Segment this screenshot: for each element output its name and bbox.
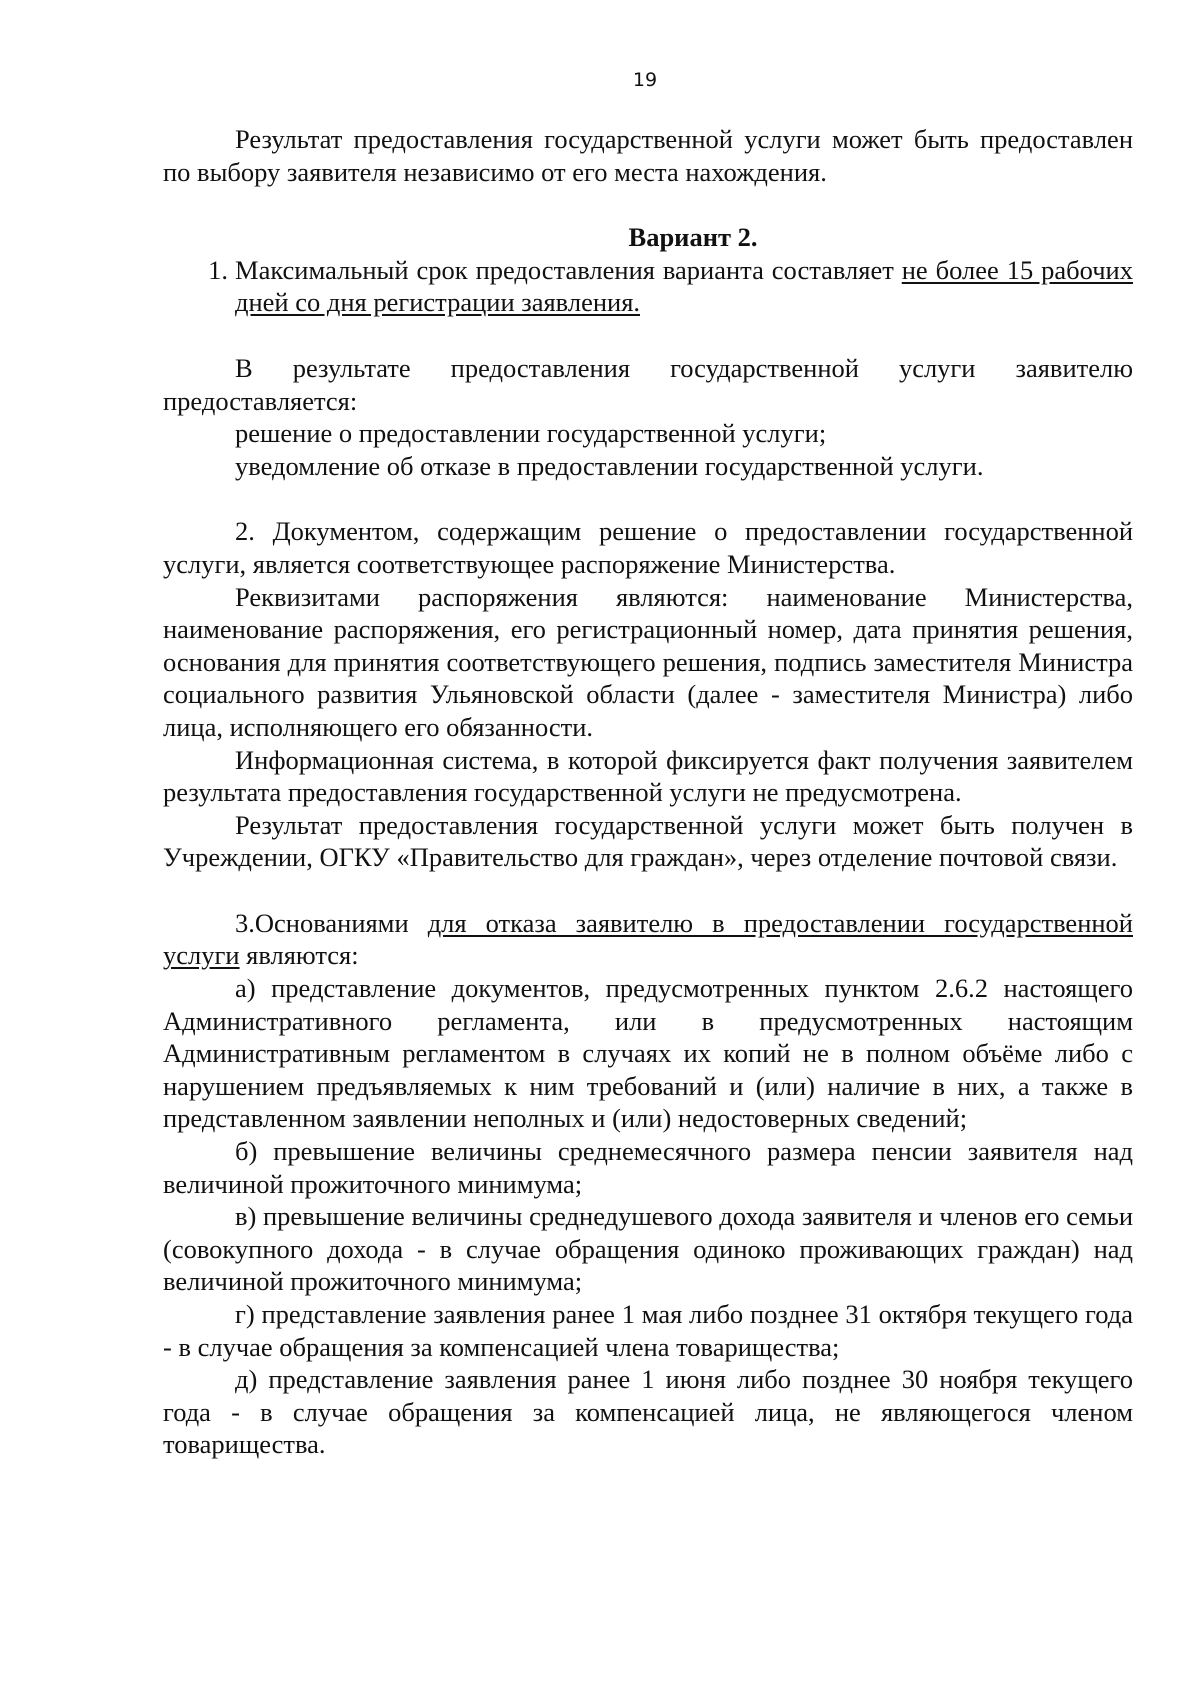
result-option: решение о предоставлении государственной услуги; (235, 418, 827, 449)
variant-item-1-text-plain: Максимальный срок предоставления варианта составляет (235, 254, 902, 285)
spacer (163, 319, 1133, 352)
section2-paragraph-3: Информационная система, в которой фиксируется факт получения заявителем результата предоставления государственной услуги не предусмотрена. (163, 744, 1133, 808)
variant-item-1-text (235, 254, 1133, 319)
section3-item: в) превышение величины среднедушевого дохода заявителя и членов его семьи (совокупного дохода - в случае обращения одиноко проживающих граждан) над величиной прожиточного минимума; (163, 1201, 1133, 1297)
section3-item: б) превышение величины среднемесячного размера пенсии заявителя над величиной прожиточного минимума; (163, 1136, 1133, 1199)
page-number: 19 (632, 69, 658, 91)
spacer (163, 874, 1133, 907)
variant-item-1-number: 1. (208, 254, 228, 285)
spacer (163, 482, 1133, 515)
section3-item: д) представление заявления ранее 1 июня либо позднее 30 ноября текущего года - в случае обращения за компенсацией лица, не являющегося членом товарищества. (163, 1364, 1133, 1460)
section2-paragraph-1: 2. Документом, содержащим решение о предоставлении государственной услуги, является соответствующее распоряжение Министерства. (163, 516, 1133, 579)
variant-heading: Вариант 2. (628, 222, 758, 253)
section3-lead (163, 907, 1133, 972)
variant-item-1 (163, 254, 1133, 319)
intro-paragraph: Результат предоставления государственной услуги может быть предоставлен по выбору заявителя независимо от его места нахождения. (163, 124, 1133, 187)
section3-lead-end: являются: (239, 940, 359, 971)
section3-lead-start: 3.Основаниями (235, 907, 428, 938)
variant-item-1-deadline: не более 15 рабочих дней со дня регистрации заявления. (235, 254, 1133, 318)
section2-paragraph-2: Реквизитами распоряжения являются: наименование Министерства, наименование распоряжения, его регистрационный номер, дата принятия решения, основания для принятия соответствующего решения, подпись заместителя Министра социального развития Ульяновской области (далее - заместителя Министра) либо лица, исполняющего его обязанности. (163, 581, 1133, 742)
result-intro: В результате предоставления государственной услуги заявителю предоставляется: (163, 352, 1133, 416)
section2-paragraph-4: Результат предоставления государственной услуги может быть получен в Учреждении, ОГКУ «Правительство для граждан», через отделение почтовой связи. (163, 809, 1133, 873)
result-option: уведомление об отказе в предоставлении государственной услуги. (235, 450, 984, 481)
section3-item: а) представление документов, предусмотренных пунктом 2.6.2 настоящего Административного регламента, или в предусмотренных настоящим Административным регламентом в случаях их копий не в полном объёме либо с нарушением предъявляемых к ним требований и (или) наличие в них, а также в представленном заявлении неполных и (или) недостоверных сведений; (163, 973, 1133, 1134)
section3-lead-grounds: для отказа заявителю в предоставлении государственной услуги (163, 907, 1133, 971)
page-content (163, 123, 1133, 1461)
section3-item: г) представление заявления ранее 1 мая либо позднее 31 октября текущего года - в случае обращения за компенсацией члена товарищества; (163, 1299, 1133, 1362)
